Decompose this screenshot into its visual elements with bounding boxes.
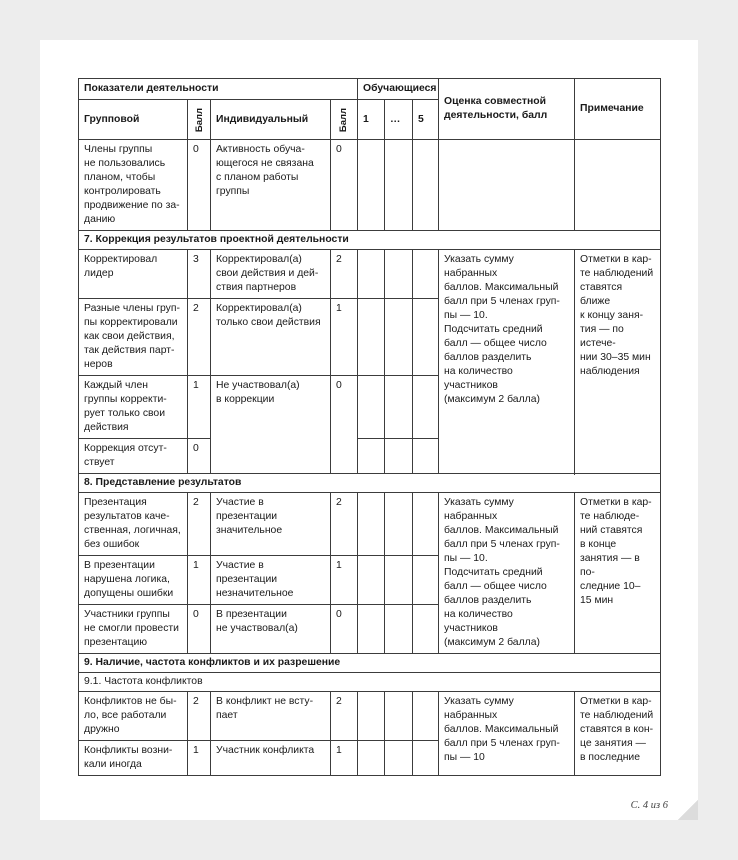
- student-cell: [358, 556, 385, 605]
- student-cell: [385, 439, 413, 474]
- student-cell: [358, 493, 385, 556]
- group-score-cell: 2: [188, 692, 211, 741]
- section-header-row: [79, 474, 661, 493]
- group-score-cell: 1: [188, 376, 211, 439]
- individual-header: Индивидуальный: [211, 100, 331, 140]
- subsection-header-row: [79, 673, 661, 692]
- section-8-title: 8. Представление результатов: [79, 474, 661, 493]
- group-cell: Участники группы не смогли провести презентацию: [79, 605, 188, 654]
- page-number: С. 4 из 6: [630, 800, 668, 811]
- student-cell: [385, 692, 413, 741]
- student-cell: [358, 692, 385, 741]
- joint-score-cell: Указать сумму набранных баллов. Максимальный балл при 5 членах груп- пы — 10: [439, 692, 575, 776]
- group-cell: Презентация результатов каче- ственная, логичная, без ошибок: [79, 493, 188, 556]
- group-cell: Члены группы не пользовались планом, чтобы контролировать продвижение по за- данию: [79, 140, 188, 231]
- individual-score-cell: 0: [331, 605, 358, 654]
- individual-cell: В конфликт не всту- пает: [211, 692, 331, 741]
- subsection-9-1-title: 9.1. Частота конфликтов: [79, 673, 661, 692]
- group-cell: Конфликты возни- кали иногда: [79, 741, 188, 776]
- group-score-cell: 0: [188, 140, 211, 231]
- student-cell: [358, 299, 385, 376]
- student-cell: [358, 741, 385, 776]
- individual-score-cell: 2: [331, 493, 358, 556]
- group-score-cell: 1: [188, 741, 211, 776]
- note-cell: Отметки в кар- те наблюдений ставятся в кон- це занятия — в последние: [575, 692, 661, 776]
- note-cell: Отметки в кар- те наблюде- ний ставятся в конце занятия — в по- следние 10– 15 мин: [575, 493, 661, 654]
- group-header: Групповой: [79, 100, 188, 140]
- group-score-cell: 0: [188, 605, 211, 654]
- student-cell: [385, 299, 413, 376]
- individual-cell: Активность обуча- ющегося не связана с планом работы группы: [211, 140, 331, 231]
- student-cell: [413, 605, 439, 654]
- student-cell: [358, 140, 385, 231]
- group-score-cell: 2: [188, 493, 211, 556]
- individual-score-cell: 1: [331, 299, 358, 376]
- note-header: Примечание: [575, 79, 661, 140]
- student-cell: [413, 250, 439, 299]
- student-cell: [358, 605, 385, 654]
- section-7-title: 7. Коррекция результатов проектной деятельности: [79, 231, 661, 250]
- individual-cell: В презентации не участвовал(а): [211, 605, 331, 654]
- student-cell: [413, 140, 439, 231]
- joint-score-cell: Указать сумму набранных баллов. Максимальный балл при 5 членах груп- пы — 10. Подсчитать средний балл — общее число баллов разделить на количество участников (максимум 2 балла): [439, 250, 575, 474]
- individual-score-cell: 1: [331, 741, 358, 776]
- group-cell: Конфликтов не бы- ло, все работали дружно: [79, 692, 188, 741]
- score-header-group: Балл: [188, 100, 211, 140]
- student-cell: [413, 692, 439, 741]
- group-cell: Коррекция отсут- ствует: [79, 439, 188, 474]
- table-row: [79, 140, 661, 231]
- student-cell: [358, 250, 385, 299]
- students-header: Обучающиеся: [358, 79, 439, 100]
- individual-cell: Участие в презентации значительное: [211, 493, 331, 556]
- group-score-cell: 1: [188, 556, 211, 605]
- group-score-cell: 0: [188, 439, 211, 474]
- group-score-cell: 3: [188, 250, 211, 299]
- group-cell: Каждый член группы корректи- рует только свои действия: [79, 376, 188, 439]
- student-cell: [385, 250, 413, 299]
- student-cell: [385, 140, 413, 231]
- table-row: [79, 493, 661, 556]
- group-cell: В презентации нарушена логика, допущены ошибки: [79, 556, 188, 605]
- student-cell: [358, 376, 385, 439]
- individual-cell: Не участвовал(а) в коррекции: [211, 376, 331, 474]
- individual-score-cell: 1: [331, 556, 358, 605]
- group-score-cell: 2: [188, 299, 211, 376]
- student-cell: [413, 741, 439, 776]
- student-cell: [385, 741, 413, 776]
- student-cell: [413, 299, 439, 376]
- individual-score-cell: 2: [331, 692, 358, 741]
- student-5-header: 5: [413, 100, 439, 140]
- section-header-row: [79, 654, 661, 673]
- student-cell: [385, 376, 413, 439]
- indicators-header: Показатели деятельности: [79, 79, 358, 100]
- table-row: [79, 250, 661, 299]
- section-header-row: [79, 231, 661, 250]
- student-cell: [413, 376, 439, 439]
- joint-score-cell: Указать сумму набранных баллов. Максимальный балл при 5 членах груп- пы — 10. Подсчитать средний балл — общее число баллов разделить на количество участников (максимум 2 балла): [439, 493, 575, 654]
- student-cell: [385, 493, 413, 556]
- individual-score-cell: 0: [331, 376, 358, 474]
- section-9-title: 9. Наличие, частота конфликтов и их разрешение: [79, 654, 661, 673]
- observation-table: [78, 78, 661, 776]
- note-cell: [575, 140, 661, 231]
- group-cell: Разные члены груп- пы корректировали как свои действия, так действия парт- неров: [79, 299, 188, 376]
- student-cell: [413, 493, 439, 556]
- individual-score-cell: 0: [331, 140, 358, 231]
- student-cell: [385, 605, 413, 654]
- student-cell: [358, 439, 385, 474]
- joint-score-cell: [439, 140, 575, 231]
- student-cell: [413, 439, 439, 474]
- joint-score-header: Оценка совместной деятельности, балл: [439, 79, 575, 140]
- individual-cell: Участие в презентации незначительное: [211, 556, 331, 605]
- student-1-header: 1: [358, 100, 385, 140]
- individual-score-cell: 2: [331, 250, 358, 299]
- score-header-individual: Балл: [331, 100, 358, 140]
- document-page: [40, 40, 698, 820]
- student-cell: [413, 556, 439, 605]
- individual-cell: Корректировал(а) только свои действия: [211, 299, 331, 376]
- student-dots-header: …: [385, 100, 413, 140]
- table-row: [79, 692, 661, 741]
- individual-cell: Участник конфликта: [211, 741, 331, 776]
- note-cell: Отметки в кар- те наблюдений ставятся ближе к концу заня- тия — по истече- нии 30–35 мин наблюдения: [575, 250, 661, 474]
- individual-cell: Корректировал(а) свои действия и дей- ствия партнеров: [211, 250, 331, 299]
- group-cell: Корректировал лидер: [79, 250, 188, 299]
- header-row-1: [79, 79, 661, 100]
- student-cell: [385, 556, 413, 605]
